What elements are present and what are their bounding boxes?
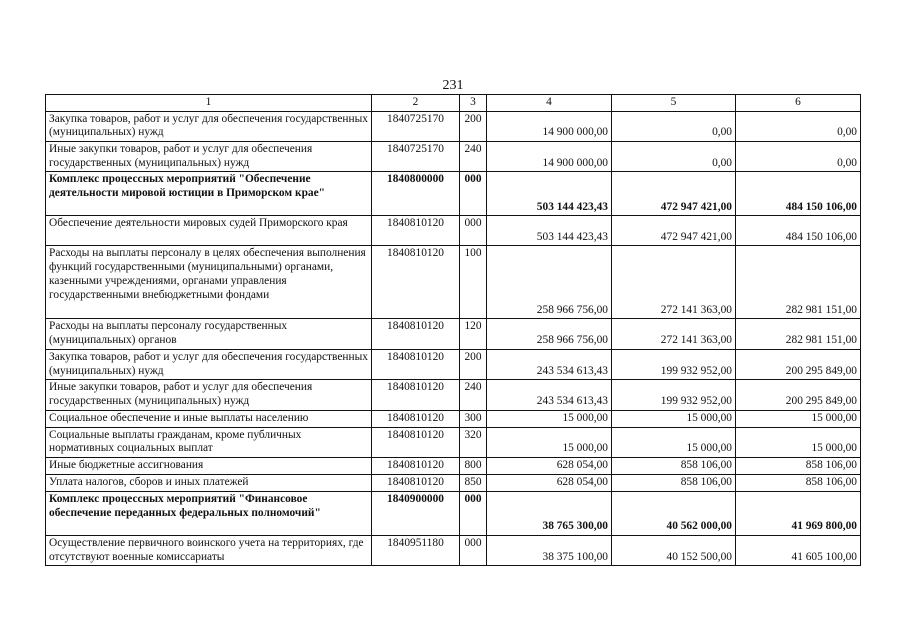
amount-col4-cell: 14 900 000,00 xyxy=(487,111,612,141)
amount-col5-cell: 15 000,00 xyxy=(612,410,736,427)
table-row xyxy=(46,491,861,535)
amount-col4-cell: 243 534 613,43 xyxy=(487,349,612,379)
expense-type-cell: 800 xyxy=(460,457,487,474)
amount-col6-cell: 484 150 106,00 xyxy=(736,172,861,216)
expense-type-cell: 240 xyxy=(460,142,487,172)
expense-type-cell: 300 xyxy=(460,410,487,427)
expense-type-cell: 240 xyxy=(460,380,487,410)
expense-name-cell: Социальное обеспечение и иные выплаты населению xyxy=(46,410,372,427)
amount-col5-cell: 199 932 952,00 xyxy=(612,380,736,410)
table-row xyxy=(46,474,861,491)
expense-type-cell: 000 xyxy=(460,172,487,216)
target-code-cell: 1840800000 xyxy=(372,172,460,216)
expense-type-cell: 000 xyxy=(460,535,487,565)
expense-name-cell: Иные закупки товаров, работ и услуг для обеспечения государственных (муниципальных) нужд xyxy=(46,380,372,410)
target-code-cell: 1840810120 xyxy=(372,457,460,474)
table-row xyxy=(46,457,861,474)
header-cell: 5 xyxy=(612,95,736,112)
amount-col5-cell: 472 947 421,00 xyxy=(612,172,736,216)
table-row xyxy=(46,246,861,319)
amount-col6-cell: 200 295 849,00 xyxy=(736,349,861,379)
amount-col5-cell: 272 141 363,00 xyxy=(612,246,736,319)
amount-col5-cell: 40 152 500,00 xyxy=(612,535,736,565)
table-row xyxy=(46,111,861,141)
table-row xyxy=(46,380,861,410)
table-row xyxy=(46,349,861,379)
expense-type-cell: 100 xyxy=(460,246,487,319)
target-code-cell: 1840810120 xyxy=(372,246,460,319)
header-cell: 1 xyxy=(46,95,372,112)
expense-type-cell: 000 xyxy=(460,491,487,535)
target-code-cell: 1840810120 xyxy=(372,349,460,379)
amount-col6-cell: 484 150 106,00 xyxy=(736,216,861,246)
amount-col4-cell: 258 966 756,00 xyxy=(487,246,612,319)
header-cell: 2 xyxy=(372,95,460,112)
amount-col6-cell: 41 605 100,00 xyxy=(736,535,861,565)
expense-name-cell: Обеспечение деятельности мировых судей Приморского края xyxy=(46,216,372,246)
amount-col5-cell: 858 106,00 xyxy=(612,474,736,491)
target-code-cell: 1840810120 xyxy=(372,216,460,246)
amount-col6-cell: 41 969 800,00 xyxy=(736,491,861,535)
amount-col4-cell: 628 054,00 xyxy=(487,457,612,474)
expense-name-cell: Осуществление первичного воинского учета на территориях, где отсутствуют военные комиссариаты xyxy=(46,535,372,565)
amount-col4-cell: 503 144 423,43 xyxy=(487,216,612,246)
amount-col6-cell: 0,00 xyxy=(736,111,861,141)
expense-type-cell: 200 xyxy=(460,111,487,141)
target-code-cell: 1840900000 xyxy=(372,491,460,535)
expense-name-cell: Расходы на выплаты персоналу в целях обеспечения выполнения функций государственными (муниципальными) органами, казенными учреждениями, органами управления государственными внебюджетными фондами xyxy=(46,246,372,319)
amount-col4-cell: 38 375 100,00 xyxy=(487,535,612,565)
table-row xyxy=(46,535,861,565)
target-code-cell: 1840951180 xyxy=(372,535,460,565)
header-cell: 3 xyxy=(460,95,487,112)
expense-name-cell: Комплекс процессных мероприятий "Финансовое обеспечение переданных федеральных полномочий" xyxy=(46,491,372,535)
expense-type-cell: 850 xyxy=(460,474,487,491)
table-row xyxy=(46,142,861,172)
expense-type-cell: 200 xyxy=(460,349,487,379)
amount-col5-cell: 0,00 xyxy=(612,111,736,141)
amount-col6-cell: 858 106,00 xyxy=(736,474,861,491)
amount-col4-cell: 38 765 300,00 xyxy=(487,491,612,535)
amount-col5-cell: 0,00 xyxy=(612,142,736,172)
amount-col6-cell: 858 106,00 xyxy=(736,457,861,474)
amount-col4-cell: 258 966 756,00 xyxy=(487,319,612,349)
page-number: 231 xyxy=(442,78,464,93)
expense-name-cell: Иные бюджетные ассигнования xyxy=(46,457,372,474)
target-code-cell: 1840810120 xyxy=(372,380,460,410)
table-row xyxy=(46,172,861,216)
expense-name-cell: Социальные выплаты гражданам, кроме публичных нормативных социальных выплат xyxy=(46,427,372,457)
expense-type-cell: 000 xyxy=(460,216,487,246)
table-row xyxy=(46,410,861,427)
expense-name-cell: Уплата налогов, сборов и иных платежей xyxy=(46,474,372,491)
expense-name-cell: Иные закупки товаров, работ и услуг для обеспечения государственных (муниципальных) нужд xyxy=(46,142,372,172)
table-row xyxy=(46,427,861,457)
expense-name-cell: Комплекс процессных мероприятий "Обеспечение деятельности мировой юстиции в Приморском крае" xyxy=(46,172,372,216)
amount-col4-cell: 243 534 613,43 xyxy=(487,380,612,410)
header-cell: 4 xyxy=(487,95,612,112)
amount-col4-cell: 503 144 423,43 xyxy=(487,172,612,216)
amount-col6-cell: 282 981 151,00 xyxy=(736,246,861,319)
amount-col4-cell: 628 054,00 xyxy=(487,474,612,491)
amount-col5-cell: 858 106,00 xyxy=(612,457,736,474)
table-row xyxy=(46,216,861,246)
amount-col6-cell: 282 981 151,00 xyxy=(736,319,861,349)
expense-name-cell: Закупка товаров, работ и услуг для обеспечения государственных (муниципальных) нужд xyxy=(46,349,372,379)
expense-type-cell: 120 xyxy=(460,319,487,349)
amount-col5-cell: 472 947 421,00 xyxy=(612,216,736,246)
budget-table xyxy=(45,94,861,566)
amount-col6-cell: 200 295 849,00 xyxy=(736,380,861,410)
amount-col6-cell: 15 000,00 xyxy=(736,427,861,457)
target-code-cell: 1840725170 xyxy=(372,142,460,172)
target-code-cell: 1840810120 xyxy=(372,474,460,491)
amount-col5-cell: 199 932 952,00 xyxy=(612,349,736,379)
amount-col5-cell: 15 000,00 xyxy=(612,427,736,457)
amount-col4-cell: 14 900 000,00 xyxy=(487,142,612,172)
amount-col6-cell: 0,00 xyxy=(736,142,861,172)
expense-type-cell: 320 xyxy=(460,427,487,457)
target-code-cell: 1840810120 xyxy=(372,410,460,427)
amount-col4-cell: 15 000,00 xyxy=(487,410,612,427)
amount-col5-cell: 40 562 000,00 xyxy=(612,491,736,535)
expense-name-cell: Расходы на выплаты персоналу государственных (муниципальных) органов xyxy=(46,319,372,349)
target-code-cell: 1840810120 xyxy=(372,319,460,349)
header-cell: 6 xyxy=(736,95,861,112)
target-code-cell: 1840725170 xyxy=(372,111,460,141)
amount-col4-cell: 15 000,00 xyxy=(487,427,612,457)
header-row xyxy=(46,95,861,112)
expense-name-cell: Закупка товаров, работ и услуг для обеспечения государственных (муниципальных) нужд xyxy=(46,111,372,141)
target-code-cell: 1840810120 xyxy=(372,427,460,457)
table-row xyxy=(46,319,861,349)
amount-col5-cell: 272 141 363,00 xyxy=(612,319,736,349)
amount-col6-cell: 15 000,00 xyxy=(736,410,861,427)
